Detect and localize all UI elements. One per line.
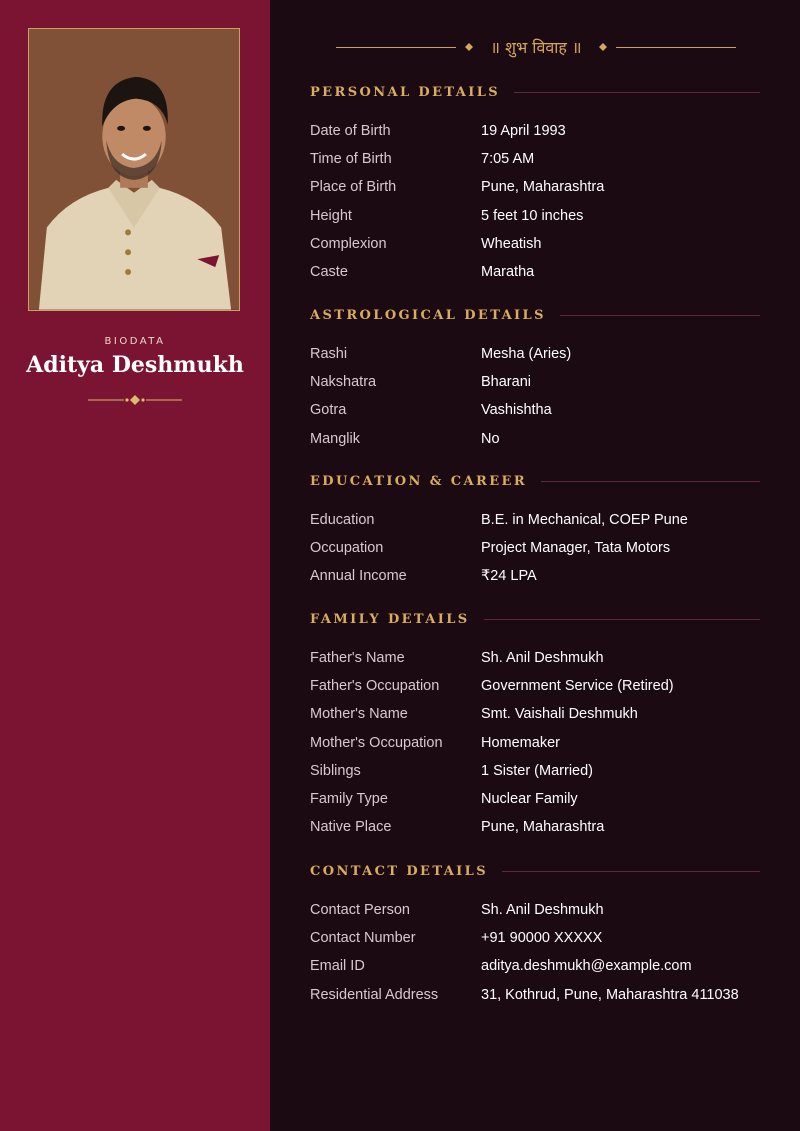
detail-row bbox=[310, 145, 760, 173]
section-astrological-details bbox=[310, 305, 760, 453]
detail-row bbox=[310, 924, 760, 952]
detail-value: Government Service (Retired) bbox=[481, 678, 674, 695]
section-title: EDUCATION & CAREER bbox=[310, 473, 528, 489]
detail-value: Bharani bbox=[481, 374, 531, 391]
detail-row bbox=[310, 368, 760, 396]
detail-row bbox=[310, 117, 760, 145]
detail-row bbox=[310, 757, 760, 785]
detail-value: Pune, Maharashtra bbox=[481, 819, 605, 836]
biodata-label: BIODATA bbox=[104, 336, 166, 347]
detail-label: Nakshatra bbox=[310, 374, 377, 391]
header-ornament bbox=[336, 36, 736, 60]
detail-value: Pune, Maharashtra bbox=[481, 179, 605, 196]
section-rule bbox=[502, 871, 760, 872]
detail-label: Gotra bbox=[310, 402, 347, 419]
section-rule bbox=[560, 315, 760, 316]
section-title: PERSONAL DETAILS bbox=[310, 84, 501, 100]
detail-label: Mother's Occupation bbox=[310, 734, 443, 751]
detail-row bbox=[310, 729, 760, 757]
profile-panel bbox=[0, 0, 270, 1131]
section-family-details bbox=[310, 609, 760, 841]
detail-value: Wheatish bbox=[481, 235, 542, 252]
detail-value: Maratha bbox=[481, 264, 535, 281]
detail-value: 5 feet 10 inches bbox=[481, 207, 584, 224]
detail-label: Family Type bbox=[310, 791, 388, 808]
detail-row bbox=[310, 534, 760, 562]
detail-value: Homemaker bbox=[481, 734, 560, 751]
detail-label: Contact Number bbox=[310, 930, 416, 947]
detail-label: Place of Birth bbox=[310, 179, 397, 196]
shubh-vivah-text: ॥ शुभ विवाह ॥ bbox=[490, 38, 582, 57]
detail-row bbox=[310, 644, 760, 672]
detail-value: +91 90000 XXXXX bbox=[481, 930, 603, 947]
section-contact-details bbox=[310, 861, 760, 1009]
section-header bbox=[310, 861, 760, 881]
detail-row bbox=[310, 896, 760, 924]
detail-label: Occupation bbox=[310, 540, 384, 557]
section-header bbox=[310, 82, 760, 102]
detail-label: Father's Occupation bbox=[310, 678, 440, 695]
detail-label: Height bbox=[310, 207, 352, 224]
detail-row bbox=[310, 230, 760, 258]
detail-label: Annual Income bbox=[310, 568, 407, 585]
detail-value: 7:05 AM bbox=[481, 151, 535, 168]
section-header bbox=[310, 471, 760, 491]
detail-row bbox=[310, 981, 760, 1009]
detail-value: Sh. Anil Deshmukh bbox=[481, 902, 604, 919]
detail-row bbox=[310, 672, 760, 700]
detail-label: Education bbox=[310, 512, 375, 529]
detail-label: Siblings bbox=[310, 762, 361, 779]
candidate-name: Aditya Deshmukh bbox=[26, 352, 244, 378]
detail-label: Contact Person bbox=[310, 902, 410, 919]
detail-row bbox=[310, 952, 760, 980]
details-panel bbox=[270, 0, 800, 1131]
detail-label: Rashi bbox=[310, 346, 348, 363]
detail-label: Mother's Name bbox=[310, 706, 408, 723]
section-title: ASTROLOGICAL DETAILS bbox=[310, 307, 546, 323]
detail-label: Time of Birth bbox=[310, 151, 392, 168]
detail-row bbox=[310, 562, 760, 590]
section-personal-details bbox=[310, 82, 760, 286]
detail-value: B.E. in Mechanical, COEP Pune bbox=[481, 512, 688, 529]
ornament-line-right bbox=[616, 47, 736, 48]
section-education-career bbox=[310, 471, 760, 591]
detail-value: ₹24 LPA bbox=[481, 568, 537, 585]
detail-value: Nuclear Family bbox=[481, 791, 578, 808]
detail-row bbox=[310, 506, 760, 534]
detail-value: aditya.deshmukh@example.com bbox=[481, 958, 692, 975]
detail-row bbox=[310, 202, 760, 230]
detail-label: Date of Birth bbox=[310, 123, 391, 140]
detail-label: Email ID bbox=[310, 958, 365, 975]
detail-value: 19 April 1993 bbox=[481, 123, 566, 140]
detail-value: No bbox=[481, 430, 500, 447]
detail-value: Vashishtha bbox=[481, 402, 552, 419]
section-title: FAMILY DETAILS bbox=[310, 611, 470, 627]
detail-label: Native Place bbox=[310, 819, 392, 836]
detail-row bbox=[310, 396, 760, 424]
section-title: CONTACT DETAILS bbox=[310, 863, 488, 879]
section-rule bbox=[484, 619, 760, 620]
detail-row bbox=[310, 700, 760, 728]
detail-value: Project Manager, Tata Motors bbox=[481, 540, 671, 557]
section-header bbox=[310, 609, 760, 629]
divider-ornament-icon bbox=[88, 392, 182, 408]
detail-label: Father's Name bbox=[310, 650, 405, 667]
section-header bbox=[310, 305, 760, 325]
detail-row bbox=[310, 425, 760, 453]
detail-row bbox=[310, 340, 760, 368]
detail-value: Smt. Vaishali Deshmukh bbox=[481, 706, 638, 723]
diamond-icon bbox=[598, 42, 608, 52]
detail-value: 31, Kothrud, Pune, Maharashtra 411038 bbox=[481, 986, 739, 1003]
detail-row bbox=[310, 173, 760, 201]
section-rule bbox=[541, 481, 760, 482]
detail-label: Manglik bbox=[310, 430, 360, 447]
detail-label: Caste bbox=[310, 264, 348, 281]
detail-value: Mesha (Aries) bbox=[481, 346, 572, 363]
detail-value: 1 Sister (Married) bbox=[481, 762, 593, 779]
detail-value: Sh. Anil Deshmukh bbox=[481, 650, 604, 667]
section-rule bbox=[514, 92, 760, 93]
detail-row bbox=[310, 785, 760, 813]
detail-label: Complexion bbox=[310, 235, 387, 252]
profile-photo bbox=[28, 28, 240, 311]
detail-label: Residential Address bbox=[310, 986, 439, 1003]
detail-row bbox=[310, 813, 760, 841]
detail-row bbox=[310, 258, 760, 286]
